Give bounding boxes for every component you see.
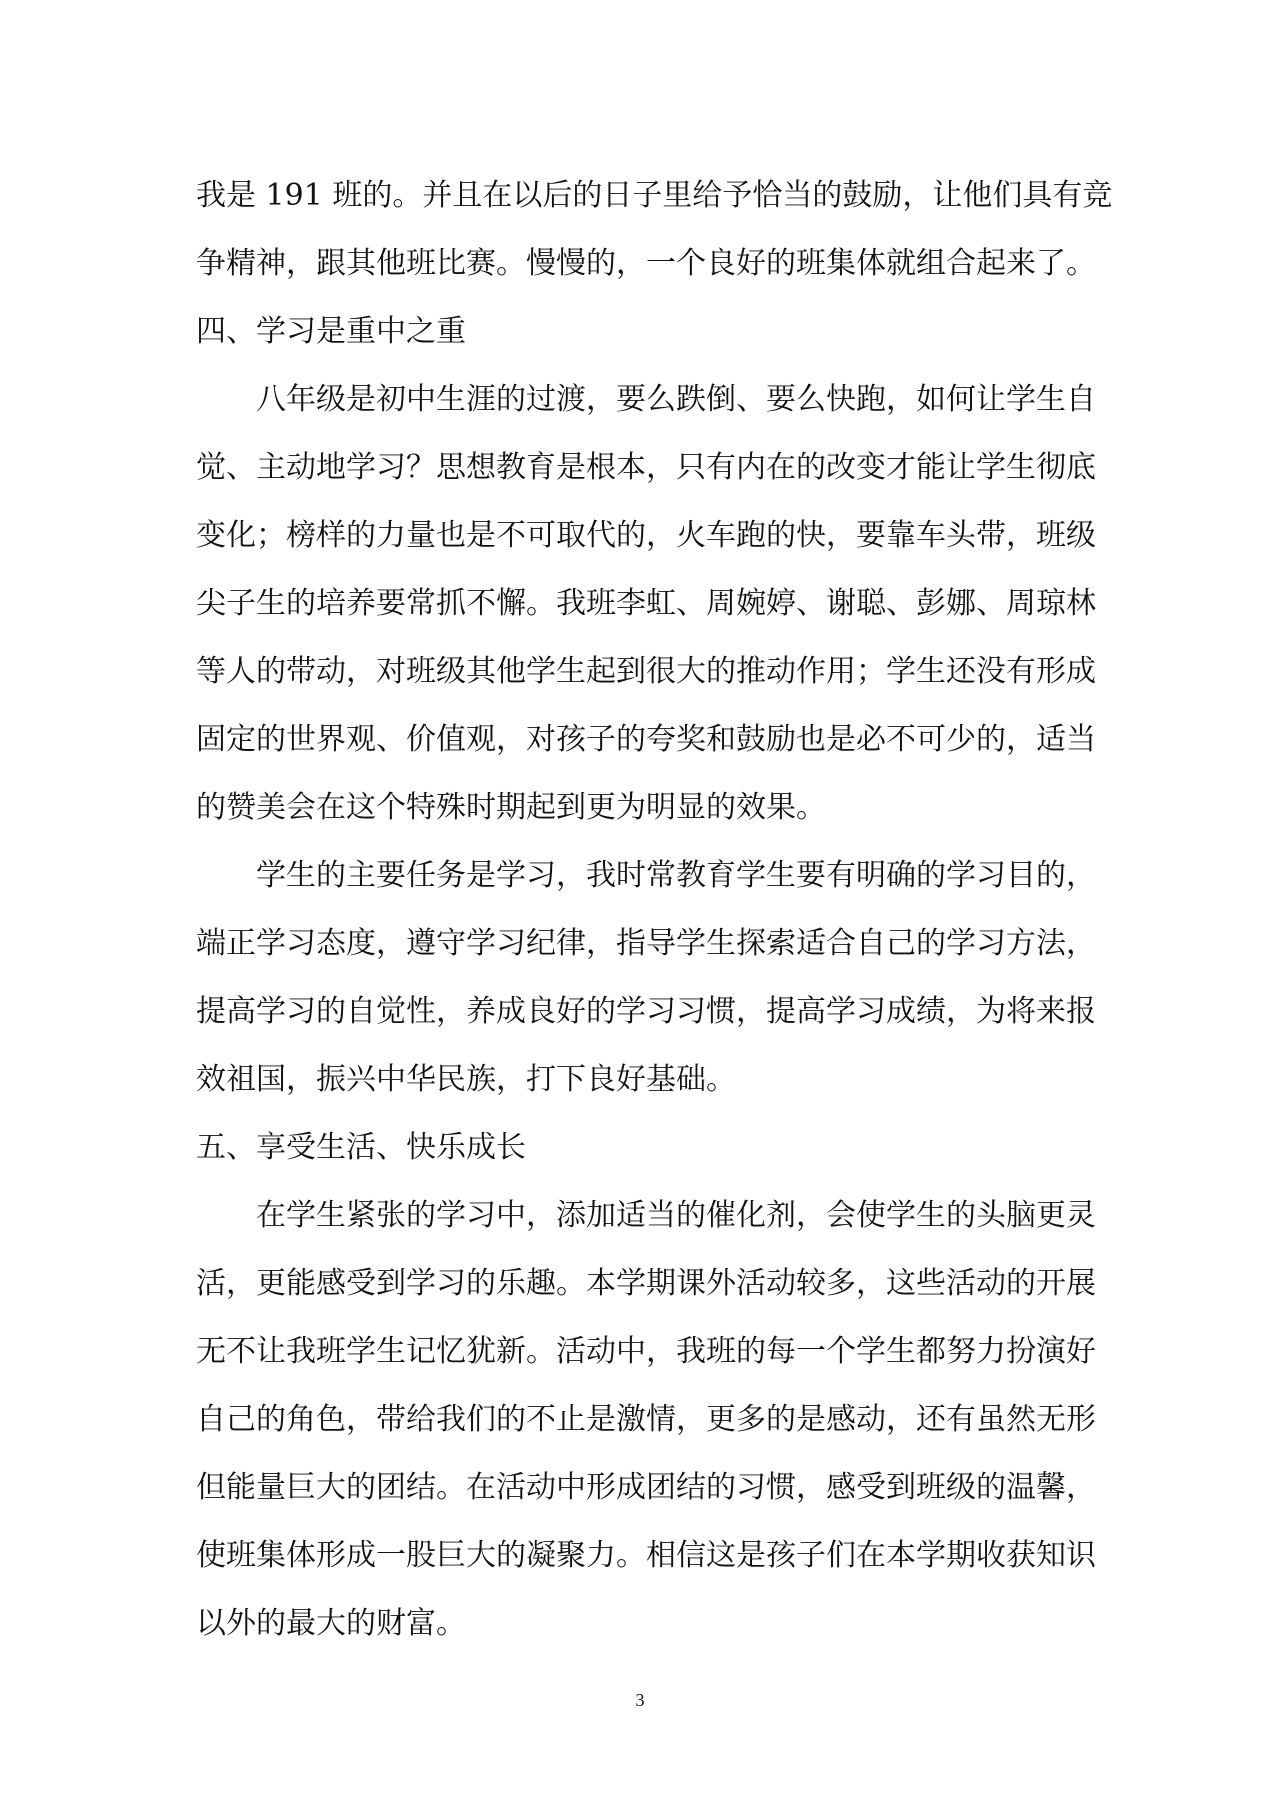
text-line: 八年级是初中生涯的过渡，要么跌倒、要么快跑，如何让学生自 xyxy=(256,382,1096,417)
text-line: 使班集体形成一股巨大的凝聚力。相信这是孩子们在本学期收获知识 xyxy=(196,1538,1096,1573)
text-line: 提高学习的自觉性，养成良好的学习习惯，提高学习成绩，为将来报 xyxy=(196,994,1096,1029)
text-line: 争精神，跟其他班比赛。慢慢的，一个良好的班集体就组合起来了。 xyxy=(196,246,1096,281)
text-line: 学生的主要任务是学习，我时常教育学生要有明确的学习目的， xyxy=(256,858,1096,893)
text-line: 等人的带动，对班级其他学生起到很大的推动作用；学生还没有形成 xyxy=(196,654,1096,689)
text-line: 但能量巨大的团结。在活动中形成团结的习惯，感受到班级的温馨， xyxy=(196,1470,1096,1505)
text-line: 端正学习态度，遵守学习纪律，指导学生探索适合自己的学习方法， xyxy=(196,926,1096,961)
text-line: 尖子生的培养要常抓不懈。我班李虹、周婉婷、谢聪、彭娜、周琼林 xyxy=(196,586,1096,621)
text-line: 我是 191 班的。并且在以后的日子里给予恰当的鼓励，让他们具有竞 xyxy=(196,178,1113,213)
text-line: 效祖国，振兴中华民族，打下良好基础。 xyxy=(196,1062,736,1097)
text-line: 觉、主动地学习？思想教育是根本，只有内在的改变才能让学生彻底 xyxy=(196,450,1096,485)
document-body xyxy=(196,162,1113,1658)
text-line: 以外的最大的财富。 xyxy=(196,1606,466,1641)
text-line: 变化；榜样的力量也是不可取代的，火车跑的快，要靠车头带，班级 xyxy=(196,518,1096,553)
text-line: 在学生紧张的学习中，添加适当的催化剂，会使学生的头脑更灵 xyxy=(256,1198,1096,1233)
page-number: 3 xyxy=(635,1690,645,1710)
text-line: 固定的世界观、价值观，对孩子的夸奖和鼓励也是必不可少的，适当 xyxy=(196,722,1096,757)
text-line: 活，更能感受到学习的乐趣。本学期课外活动较多，这些活动的开展 xyxy=(196,1266,1096,1301)
text-line: 的赞美会在这个特殊时期起到更为明显的效果。 xyxy=(196,790,826,825)
section-heading: 五、享受生活、快乐成长 xyxy=(196,1130,526,1165)
section-heading: 四、学习是重中之重 xyxy=(196,314,466,349)
text-line: 自己的角色，带给我们的不止是激情，更多的是感动，还有虽然无形 xyxy=(196,1402,1096,1437)
text-line: 无不让我班学生记忆犹新。活动中，我班的每一个学生都努力扮演好 xyxy=(196,1334,1096,1369)
